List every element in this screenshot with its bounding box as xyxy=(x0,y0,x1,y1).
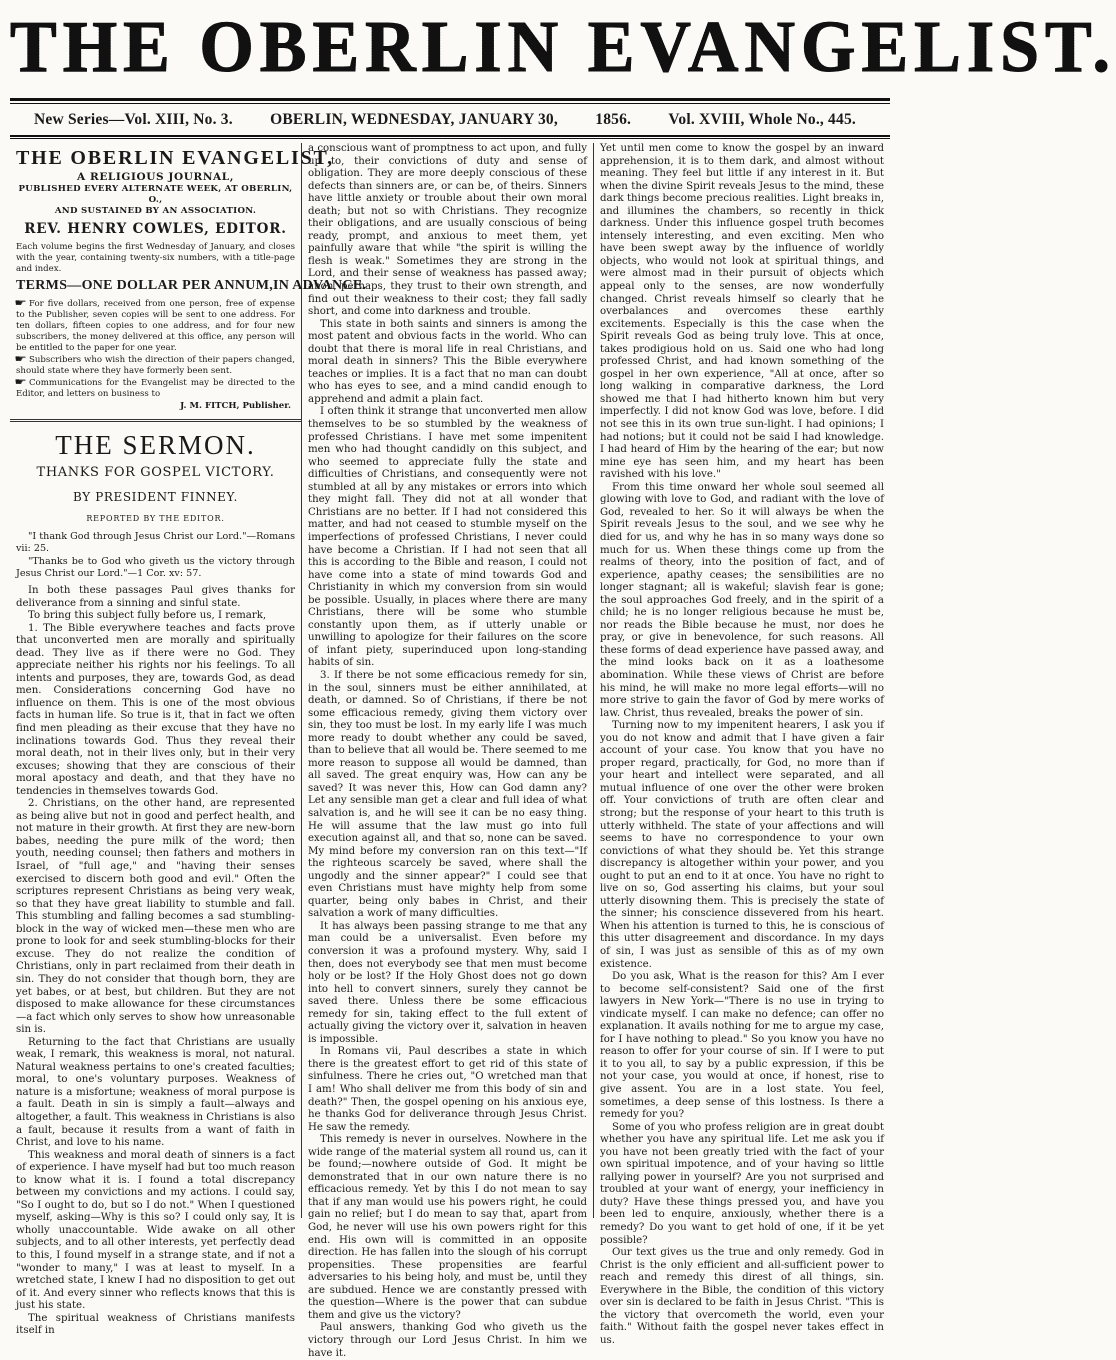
paragraph: a conscious want of promptness to act upon, and fully up to, their convictions of duty and sense of obligation. They are more deeply conscious of these defects than sinners are, or can be, of theirs. Sinners have little anxiety or trouble about their own moral death; but not so with Christians. They recognize their obligations, and are usually conscious of being ready, prompt, and anxious to meet them, yet painfully aware that while "the spirit is willing the flesh is weak." Sometimes they are strong in the Lord, and their sense of weakness has passed away; anon, perhaps, they trust to their own strength, and find out their weakness to their cost; they fall sadly short, and come into darkness and trouble. xyxy=(308,143,587,318)
pointing-hand-icon: ☛ xyxy=(14,298,27,309)
sermon-reported: REPORTED BY THE EDITOR. xyxy=(86,514,225,523)
issue-year: 1856. xyxy=(595,111,632,128)
paragraph: Our text gives us the true and only remedy. God in Christ is the only efficient and all-sufficient power to reach and remedy this direst of all things, sin. Everywhere in the Bible, the condition of this victory over sin is declared to be faith in Jesus Christ. "This is the victory that overcometh the world, even your faith." Without faith the gospel never takes effect in us. xyxy=(600,1247,884,1346)
paragraph: Turning now to my impenitent hearers, I ask you if you do not know and admit that I have given a fair account of your case. You know that you have no proper regard, practically, for God, no more than if your heart and intellect were separated, and all mutual influence of one over the other were broken off. Your convictions of truth are often clear and strong; but the response of your heart to this truth is utterly withheld. The state of your affections and will seems to have no correspondence to your own convictions of what they should be. Yet this strange discrepancy is altogether within your power, and you ought to put an end to it at once. You have no right to live on so, God asserting his claims, but your soul utterly disowning them. This is precisely the state of the sinner; his conscience dissevered from his heart. When his attention is turned to this, he is conscious of this utter disagreement and discordance. In my days of sin, I was just as sensible of this as of my own existence. xyxy=(600,720,884,970)
paragraph: To bring this subject fully before us, I remark, xyxy=(28,610,267,622)
paragraph: Yet until men come to know the gospel by an inward apprehension, it is to them dark, and almost without meaning. They feel but little if any interest in it. But when the divine Spirit reveals Jesus to the mind, these dark things become precious realities. Light breaks in, and illumines the chambers, so recently in thick darkness. Under this influence gospel truth becomes intensely interesting, and even exciting. Men who have been swept away by the influence of worldly objects, who would not look at spiritual things, and were almost mad in their pursuit of objects which appeal only to the senses, are now wonderfully changed. Christ reveals himself so clearly that he overbalances and overcomes these earthly excitements. Especially is this the case when the Spirit reveals God as being truly love. This at once, takes prodigious hold on us. Said one who had long professed Christ, and had known something of the gospel in her own experience, "All at once, after so long walking in comparative darkness, the Lord showed me that I had hitherto known him but very imperfectly. I did not know God was love, before. I did not see this in its own true sun-light. I had opinions; I had notions; but it could not be said I had knowledge. I had heard of Him by the hearing of the ear; but now mine eye has seen him, and my heart has been ravished with his love." xyxy=(600,143,884,481)
paragraph: Paul answers, thanking God who giveth us the victory through our Lord Jesus Christ. In him we have it. xyxy=(308,1322,587,1359)
volume-note: Each volume begins the first Wednesday of January, and closes with the year, containing twenty-six numbers, with a title-page and index. xyxy=(16,242,295,274)
epigraph-1: "I thank God through Jesus Christ our Lord."—Romans vii: 25. xyxy=(16,531,295,554)
column-3 xyxy=(594,143,890,1346)
column-2-body xyxy=(308,143,587,1360)
issue-place-date: OBERLIN, WEDNESDAY, JANUARY 30, xyxy=(270,111,558,128)
issue-rule xyxy=(10,135,890,139)
column-1-body xyxy=(16,585,295,1338)
masthead-title: THE OBERLIN EVANGELIST. xyxy=(10,6,890,92)
paragraph: The spiritual weakness of Christians manifests itself in xyxy=(16,1312,295,1337)
paragraph: Some of you who profess religion are in great doubt whether you have any spiritual life. Let me ask you if you have not been greatly tried with the fact of your own spiritual impotence, and of your having so little rallying power in yourself? Are you not surprised and troubled at your want of energy, your inefficiency in duty? Have these things pressed you, and have you been led to enquire, anxiously, whether there is a remedy? Do you want to get hold of one, if it be yet possible? xyxy=(600,1121,884,1246)
paragraph: Do you ask, What is the reason for this? Am I ever to become self-consistent? Said one of the first lawyers in New York—"There is no use in trying to vindicate myself. I can make no defence; can offer no explanation. It avails nothing for me to argue my case, for I have nothing to plead." So you know you have no reason to offer for your course of sin. If I were to put it to you all, to say by a public expression, if this be not your case, you would at once, if honest, rise to give assent. You are in a lost state. You feel, sometimes, a deep sense of this lostness. Is there a remedy for you? xyxy=(600,971,884,1121)
paragraph: This state in both saints and sinners is among the most patent and obvious facts in the world. Who can doubt that there is moral life in real Christians, and moral death in sinners? This the Bible everywhere teaches or implies. It is a fact that no man can doubt who has eyes to see, and a mind candid enough to apprehend and admit a plain fact. xyxy=(308,318,587,405)
columns xyxy=(10,143,890,1359)
column-2 xyxy=(302,143,594,1359)
notice-1: ☛ For five dollars, received from one person, free of expense to the Publisher, seven copies will be sent to one address. For ten dollars, fifteen copies to one address, and for four new subscribers, the money delivered at this office, any person will be entitled to the paper for one year. xyxy=(14,298,295,353)
sermon-heading: THE SERMON. xyxy=(55,430,256,460)
issue-line xyxy=(10,104,890,133)
paragraph: In Romans vii, Paul describes a state in which there is the greatest effort to get rid of this state of sinfulness. There he cries out, "O wretched man that I am! Who shall deliver me from this body of sin and death?" Then, the gospel opening on his anxious eye, he thanks God for deliverance through Jesus Christ. He saw the remedy. xyxy=(308,1046,587,1133)
section-separator xyxy=(10,419,301,422)
paragraph: I often think it strange that unconverted men allow themselves to be so stumbled by the weakness of professed Christians. I have met some impenitent men who had thought candidly on this subject, and who seemed to appreciate fully the state and difficulties of Christians, and consequently were not stumbled at all by any mistakes or errors into which they might fall. They did not at all wonder that Christians are no better. If I had not considered this matter, and had not ceased to stumble myself on the imperfections of professed Christians, I never could have become a Christian. If I had not seen that all this is according to the Bible and reason, I could not have come into a state of mind towards God and Christianity in which my conversion from sin would be possible. Usually, in places where there are many Christians, there will be some who stumble constantly upon them, as if utterly unable or unwilling to apologize for their failures on the score of infant piety, superinduced upon long-standing habits of sin. xyxy=(308,406,587,669)
column-3-body xyxy=(600,143,884,1348)
paragraph: 2. Christians, on the other hand, are represented as being alive but not in good and perfect health, and not mature in their growth. At first they are new-born babes, needing the pure milk of the word; then youth, needing counsel; then fathers and mothers in Israel, of "full age," and "having their senses exercised to discern both good and evil." Often the scriptures represent Christians as being very weak, so that they have great liability to stumble and fall. This stumbling and falling becomes a sad stumbling-block in the way of wicked men—these men who are prone to look for and seek stumbling-blocks for their excuse. They do not realize the condition of Christians, only in part reclaimed from their death in sin. They do not consider that though born, they are yet babes, or at best, but children. But they are not disposed to make allowance for these circumstances—a fact which only serves to show how unreasonable sin is. xyxy=(16,798,295,1036)
paragraph: It has always been passing strange to me that any man could be a universalist. Even before my conversion it was a profound mystery. Why, said I then, does not everybody see that men must become holy or be lost? If the Holy Ghost does not go down into hell to convert sinners, surely they cannot be saved there. Unless there be some efficacious remedy for sin, taking effect to the full extent of actually giving the victory over it, salvation in heaven is impossible. xyxy=(308,920,587,1045)
publisher-signature: J. M. FITCH, Publisher. xyxy=(180,401,291,411)
paragraph: From this time onward her whole soul seemed all glowing with love to God, and radiant with the love of God, revealed to her. So it will always be when the Spirit reveals Jesus to the soul, and we see why he died for us, and why he has in so many ways done so much for us. When these things come up from the realms of theory, into the position of fact, and of experience, apathy ceases; the sensibilities are no longer stagnant; all is wakeful; slavish fear is gone; the soul approaches God freely, and in the spirit of a child; he is no longer religious because he must be, nor reads the Bible because he must, nor does he pray, or give in benevolence, for such reasons. All these forms of dead experience have passed away, and the mind looks back on it as a loathesome abomination. While these views of Christ are before his mind, he will make no more legal efforts—will no more strive to gain the favor of God by mere works of law. Christ, thus revealed, breaks the power of sin. xyxy=(600,481,884,719)
issue-series: New Series—Vol. XIII, No. 3. xyxy=(34,111,233,128)
epigraph-2: "Thanks be to God who giveth us the victory through Jesus Christ our Lord."—1 Cor. xv: 57. xyxy=(16,556,295,579)
terms-heading: TERMS—ONE DOLLAR PER ANNUM,IN ADVANCE. xyxy=(16,278,367,293)
prospectus-editor: REV. HENRY COWLES, EDITOR. xyxy=(24,221,287,237)
paragraph: This weakness and moral death of sinners is a fact of experience. I have myself had but too much reason to know what it is. I found a total discrepancy between my convictions and my actions. I could say, "So I ought to do, but so I do not." When I questioned myself, asking—Why is this so? I could only say, It is wholly unaccountable. Wide awake on all other subjects, and to all other interests, yet perfectly dead to this, I found myself in a strange state, and if not a "wonder to many," I was at least to myself. In a wretched state, I knew I had no disposition to get out of it. And every sinner who reflects knows that this is just his state. xyxy=(16,1149,295,1312)
paragraph: Returning to the fact that Christians are usually weak, I remark, this weakness is moral, not natural. Natural weakness pertains to one's created faculties; moral, to one's voluntary purposes. Weakness of nature is a misfortune; weakness of moral purpose is a fault. Death in sin is simply a fault—always and altogether, a fault. This weakness in Christians is also a fault, because it results from a want of faith in Christ, and love to his name. xyxy=(16,1036,295,1149)
notice-3: ☛ Communications for the Evangelist may be directed to the Editor, and letters on business to xyxy=(14,377,295,399)
column-1 xyxy=(10,143,367,1337)
sermon-title: THANKS FOR GOSPEL VICTORY. xyxy=(36,465,275,480)
prospectus-published-line-1: PUBLISHED EVERY ALTERNATE WEEK, AT OBERLIN, O., xyxy=(18,184,293,205)
pointing-hand-icon: ☛ xyxy=(14,354,27,365)
paragraph: In both these passages Paul gives thanks for deliverance from a sinning and sinful state. xyxy=(16,585,295,609)
paragraph: 1. The Bible everywhere teaches and facts prove that unconverted men are morally and spiritually dead. They live as if there were no God. They appreciate neither his rights nor his feelings. To all intents and purposes, they are, towards God, as dead men. Considerations concerning God have no influence on them. This is one of the most obvious facts in human life. So true is it, that in fact we often find men pleading as their excuse that they have no inclinations towards God. Thus they reveal their moral death, not in their lives only, but in their very excuses; showing that they are conscious of their moral apostacy and death, and that they have no tendencies in themselves towards God. xyxy=(16,622,295,797)
issue-whole-number: Vol. XVIII, Whole No., 445. xyxy=(668,111,856,128)
paragraph: This remedy is never in ourselves. Nowhere in the wide range of the material system all round us, can it be found;—nowhere outside of God. It might be demonstrated that in our own nature there is no efficacious remedy. Yet by this I do not mean to say that if any man would use his powers right, he could gain no relief; but I do mean to say that, apart from God, he never will use his own powers right for this end. His own will is committed in an opposite direction. He has fallen into the slough of his corrupt propensities. These propensities are fearful adversaries to his being holy, and must be, until they are subdued. Hence we are constantly pressed with the question—Where is the power that can subdue them and give us the victory? xyxy=(308,1134,587,1321)
notice-2: ☛ Subscribers who wish the direction of their papers changed, should state where they have formerly been sent. xyxy=(14,354,295,376)
paragraph: 3. If there be not some efficacious remedy for sin, in the soul, sinners must be either annihilated, at death, or damned. So of Christians, if there be not some efficacious remedy, giving them victory over sin, they too must be lost. In my early life I was much more ready to doubt whether any could be saved, than to believe that all would be. There seemed to me more reason to suppose all would be damned, than all saved. The great enquiry was, How can any be saved? It was never this, How can God damn any? Let any sensible man get a clear and full idea of what salvation is, and he will see it can be no easy thing. He will assume that the law must go into full execution against all, and that so, none can be saved. My mind before my conversion ran on this text—"If the righteous scarcely be saved, where shall the ungodly and the sinner appear?" I could see that even Christians must have mighty help from some quarter, being only babes in Christ, and their salvation a work of many difficulties. xyxy=(308,669,587,920)
prospectus-title: THE OBERLIN EVANGELIST, xyxy=(16,147,334,169)
prospectus-subtitle: A RELIGIOUS JOURNAL, xyxy=(76,171,235,183)
prospectus-published-line-2: AND SUSTAINED BY AN ASSOCIATION. xyxy=(54,206,257,216)
sermon-byline: BY PRESIDENT FINNEY. xyxy=(73,490,238,504)
pointing-hand-icon: ☛ xyxy=(14,377,27,388)
